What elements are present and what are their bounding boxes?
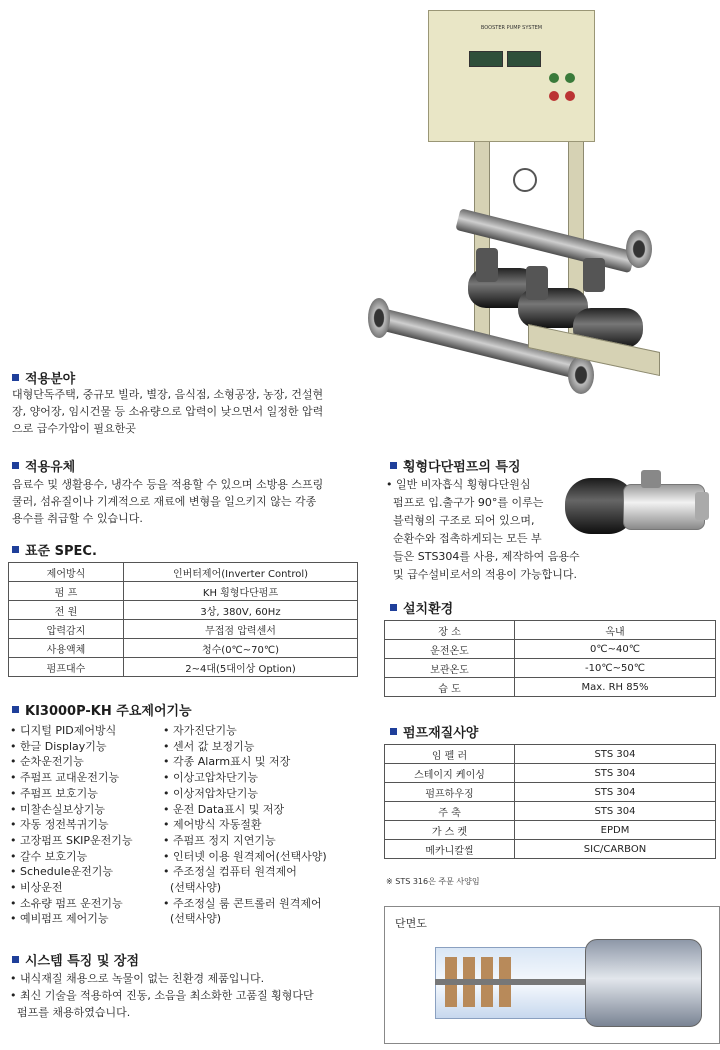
list-item: • 주펌프 보호기능: [10, 786, 98, 800]
table-row: 임 펠 러 STS 304: [385, 745, 716, 764]
section-title-material: 펌프재질사양: [390, 722, 478, 741]
list-item: (선택사양): [163, 912, 222, 926]
table-row: 펌프하우징 STS 304: [385, 783, 716, 802]
list-item: (선택사양): [163, 881, 222, 895]
bullet-square-icon: [390, 728, 397, 735]
section-title-control: KI3000P-KH 주요제어기능: [12, 700, 192, 719]
list-item: • 제어방식 자동절환: [163, 818, 262, 832]
list-item: • 주조정실 룸 콘트롤러 원격제어: [163, 896, 322, 910]
section-title-fluid: 적용유체: [12, 456, 75, 475]
pressure-gauge: [513, 168, 537, 192]
environment-table: [384, 620, 716, 697]
bullet-square-icon: [12, 956, 19, 963]
section-view-label: 단면도: [395, 917, 427, 930]
list-item: • 순차운전기능: [10, 755, 84, 769]
bullet-square-icon: [390, 604, 397, 611]
list-item: • 예비펌프 제어기능: [10, 912, 109, 926]
list-item: • 센서 값 보정기능: [163, 739, 255, 753]
list-item: • 운전 Data표시 및 저장: [163, 802, 285, 816]
material-note: ※ STS 316은 주문 사양임: [386, 877, 480, 886]
table-row: 펌프대수 2~4대(5대이상 Option): [9, 658, 358, 677]
list-item: • 주펌프 교대운전기능: [10, 771, 120, 785]
bullet-square-icon: [12, 462, 19, 469]
control-features-right: [163, 723, 363, 927]
system-features-text: • 내식재질 채용으로 녹물이 없는 친환경 제품입니다. • 최신 기술을 적용하여 진동, 소음을 최소화한 고품질 횡형다단 펌프를 채용하였습니다.: [10, 972, 314, 1019]
list-item: • 이상고압차단기능: [163, 771, 258, 785]
list-item: • 비상운전: [10, 881, 63, 895]
section-title-environment: 설치환경: [390, 598, 453, 617]
material-table: [384, 744, 716, 859]
list-item: • 한글 Display기능: [10, 739, 107, 753]
table-row: 압력감지 무접점 압력센서: [9, 620, 358, 639]
spec-table: [8, 562, 358, 677]
table-row: 운전온도 0℃~40℃: [385, 640, 716, 659]
list-item: • 미찰손실보상기능: [10, 802, 105, 816]
list-item: • 주펌프 정지 지연기능: [163, 833, 276, 847]
list-item: • 각종 Alarm표시 및 저장: [163, 755, 291, 769]
list-item: • 고장펌프 SKIP운전기능: [10, 833, 133, 847]
list-item: • Schedule운전기능: [10, 865, 114, 879]
list-item: • 자동 정전복귀기능: [10, 818, 109, 832]
table-row: 가 스 켓 EPDM: [385, 821, 716, 840]
table-row: 스테이지 케이싱 STS 304: [385, 764, 716, 783]
booster-pump-system-image: [368, 8, 668, 388]
list-item: • 디지털 PID제어방식: [10, 724, 117, 737]
list-item: • 자가진단기능: [163, 724, 237, 737]
bullet-square-icon: [390, 462, 397, 469]
panel-label: BOOSTER PUMP SYSTEM: [480, 25, 543, 31]
table-row: 사용액체 청수(0℃~70℃): [9, 639, 358, 658]
table-row: 전 원 3상, 380V, 60Hz: [9, 601, 358, 620]
panel-display: [469, 51, 503, 67]
list-item: • 주조정실 컴퓨터 원격제어: [163, 865, 297, 879]
table-row: 습 도 Max. RH 85%: [385, 678, 716, 697]
list-item: • 인터넷 이용 원격제어(선택사양): [163, 849, 327, 863]
control-panel: [428, 10, 595, 142]
list-item: • 소유량 펌프 운전기능: [10, 896, 123, 910]
bullet-square-icon: [12, 706, 19, 713]
pump-feature-text: • 일반 비자흡식 횡형다단원심 펌프로 입.출구가 90°를 이루는 블럭형의 구조로 되어 있으며, 순환수와 접촉하게되는 모든 부 들은 STS304를 사용, 제작하여 음용수 및 급수설비로서의 적용이 가능합니다.: [386, 478, 580, 581]
table-row: 메카니칼씰 SIC/CARBON: [385, 840, 716, 859]
bullet-square-icon: [12, 546, 19, 553]
panel-display: [507, 51, 541, 67]
list-item: • 갈수 보호기능: [10, 849, 88, 863]
section-view-box: [384, 906, 720, 1044]
list-item: • 이상저압차단기능: [163, 786, 258, 800]
section-title-spec: 표준 SPEC.: [12, 540, 97, 559]
application-text: 대형단독주택, 중규모 빌라, 별장, 음식점, 소형공장, 농장, 건설현 장, 양어장, 임시건물 등 소유량으로 압력이 낮으면서 일정한 압력 으로 급수가압이 필요한곳: [12, 388, 324, 435]
fluid-text: 음료수 및 생활용수, 냉각수 등을 적용할 수 있으며 소방용 스프링 쿨러, 섬유질이나 기계적으로 재료에 변형을 일으키지 않는 각종 용수를 취급할 수 있습니다.: [12, 478, 324, 525]
table-row: 제어방식 인버터제어(Inverter Control): [9, 563, 358, 582]
section-title-application: 적용분야: [12, 368, 75, 387]
section-title-system: 시스템 특징 및 장점: [12, 950, 139, 969]
control-features-left: [10, 723, 165, 927]
table-row: 보관온도 -10℃~50℃: [385, 659, 716, 678]
table-row: 장 소 옥내: [385, 621, 716, 640]
table-row: 주 축 STS 304: [385, 802, 716, 821]
table-row: 펌 프 KH 횡형다단펌프: [9, 582, 358, 601]
cross-section-drawing: [435, 929, 705, 1035]
section-title-pump-feature: 횡형다단펌프의 특징: [390, 456, 521, 475]
bullet-square-icon: [12, 374, 19, 381]
